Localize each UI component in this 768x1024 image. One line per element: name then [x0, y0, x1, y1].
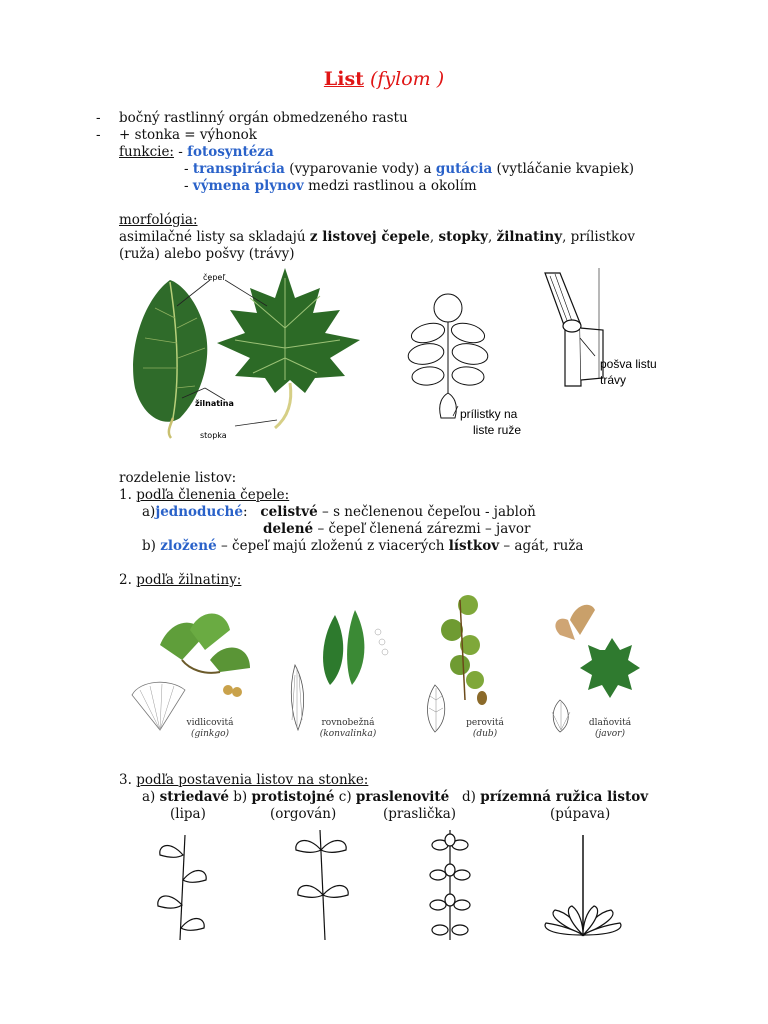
venation-caption-4	[570, 718, 650, 740]
morphology-label	[119, 212, 198, 229]
leaf-anatomy-figure	[125, 268, 657, 448]
morph-venation: žilnatiny	[496, 229, 563, 245]
arrangement-heading-text: podľa postavenia listov na stonke:	[136, 772, 369, 788]
rosette-drawing	[545, 835, 621, 935]
arrangement-types	[142, 789, 648, 806]
maple-illustration	[552, 605, 640, 732]
venation-caption-3	[445, 718, 525, 740]
morphology-line-2: (ruža) alebo pošvy (trávy)	[119, 246, 295, 262]
function-gas-exchange-desc: medzi rastlinou a okolím	[308, 178, 477, 194]
functions-line-1: funkcie: - fotosyntéza	[119, 144, 274, 160]
functions-line-3: - výmena plynov medzi rastlinou a okolím	[184, 178, 477, 194]
whorled-leaves-drawing	[430, 830, 470, 940]
function-gas-exchange: výmena plynov	[192, 178, 304, 194]
label-stipules-2: liste ruže	[473, 423, 522, 437]
division-1-text: podľa členenia čepele:	[136, 487, 290, 503]
division-1a-label: a)	[142, 504, 156, 520]
division-simple: jednoduché	[155, 504, 243, 520]
arrangement-whorled: praslenovité	[355, 789, 450, 805]
morph-blade: z listovej čepele	[309, 229, 430, 245]
arrangement-alternate: striedavé	[159, 789, 229, 805]
division-lobed: delené	[263, 521, 314, 537]
arrangement-opposite: protistojné	[251, 789, 335, 805]
arrangement-example-2: (orgován)	[270, 806, 337, 822]
label-blade: čepeľ	[203, 273, 226, 282]
function-guttation: gutácia	[435, 161, 493, 177]
morph-stipules: , prílistkov	[562, 229, 635, 245]
bullet-1-text: bočný rastlinný orgán obmedzeného rastu	[119, 110, 408, 126]
division-heading: rozdelenie listov:	[119, 470, 237, 486]
arrangement-example-1: (lipa)	[170, 806, 206, 822]
venation-num: 2.	[119, 572, 132, 588]
arrangement-rosette: prízemná ružica listov	[480, 789, 649, 805]
arrangement-example-4: (púpava)	[550, 806, 611, 822]
lily-of-the-valley-illustration	[291, 610, 388, 730]
label-sheath-2: trávy	[600, 373, 627, 387]
division-1b-label: b)	[142, 538, 156, 554]
function-guttation-desc: (vytláčanie kvapiek)	[496, 161, 634, 177]
arrangement-example-3: (praslička)	[383, 806, 457, 822]
bullet-2-text: + stonka = výhonok	[119, 127, 257, 143]
division-entire-desc: – s nečlenenou čepeľou - jabloň	[322, 504, 536, 520]
division-compound: zložené	[160, 538, 217, 554]
functions-line-2: - transpirácia (vyparovanie vody) a gutácia (vytláčanie kvapiek)	[184, 161, 634, 177]
division-compound-desc: – čepeľ majú zloženú z viacerých	[220, 538, 445, 554]
venation-caption-2	[308, 718, 388, 740]
division-lobed-desc: – čepeľ členená zárezmi – javor	[317, 521, 531, 537]
label-venation: žilnatina	[195, 399, 234, 408]
grass-sheath-illustration	[545, 268, 603, 386]
arrangement-heading	[119, 772, 368, 789]
alternate-leaves-drawing	[158, 835, 206, 940]
function-transpiration: transpirácia	[192, 161, 285, 177]
venation-name-4: dlaňovitá	[588, 718, 632, 728]
division-1	[119, 487, 289, 504]
maple-leaf-illustration	[217, 268, 360, 428]
oak-illustration	[428, 595, 488, 732]
opposite-leaves-drawing	[296, 830, 348, 940]
venation-name-1: vidlicovitá	[186, 718, 234, 728]
apple-leaf-illustration	[133, 280, 207, 438]
venation-heading	[119, 572, 241, 589]
venation-heading-text: podľa žilnatiny:	[136, 572, 242, 588]
label-stipules: prílistky na	[460, 407, 518, 421]
function-photosynthesis: fotosyntéza	[187, 144, 274, 160]
arrangement-c-letter: c)	[338, 789, 352, 805]
rose-leaf-illustration	[407, 294, 490, 418]
morph-petiole: stopky	[438, 229, 488, 245]
arrangement-figure	[150, 830, 630, 945]
morph-text-a: asimilačné listy sa skladajú	[119, 229, 306, 245]
venation-example-3: (dub)	[472, 729, 498, 739]
venation-example-1: (ginkgo)	[190, 729, 230, 739]
title-main: List	[323, 68, 364, 90]
division-1b	[142, 538, 583, 555]
arrangement-num: 3.	[119, 772, 132, 788]
division-entire: celistvé	[260, 504, 318, 520]
venation-name-3: perovitá	[466, 718, 504, 728]
venation-name-2: rovnobežná	[321, 718, 375, 728]
arrangement-b-letter: b)	[233, 789, 248, 805]
division-1a-2	[263, 521, 530, 538]
venation-caption-1	[170, 718, 250, 740]
venation-example-4: (javor)	[595, 729, 625, 739]
division-1a: a)jednoduché: celistvé – s nečlenenou čepeľou - jabloň	[142, 504, 536, 520]
bullet-2: -	[96, 127, 101, 143]
morphology-line-1: asimilačné listy sa skladajú z listovej čepele, stopky, žilnatiny, prílistkov	[119, 229, 635, 245]
arrangement-d-letter: d)	[462, 789, 476, 805]
page-title	[0, 68, 768, 90]
morphology-label-text: morfológia:	[119, 212, 198, 228]
division-1-num: 1.	[119, 487, 132, 503]
arrangement-a-letter: a)	[142, 789, 156, 805]
title-sub: (fylom )	[369, 68, 445, 90]
functions-label: funkcie:	[119, 144, 174, 160]
bullet-1: -	[96, 110, 101, 126]
division-leaflets: lístkov	[448, 538, 500, 554]
ginkgo-illustration	[132, 614, 250, 731]
division-compound-examples: – agát, ruža	[503, 538, 584, 554]
function-transpiration-desc: (vyparovanie vody) a	[289, 161, 432, 177]
venation-example-2: (konvalinka)	[319, 729, 377, 739]
label-sheath: pošva listu	[600, 357, 657, 371]
label-petiole: stopka	[200, 431, 227, 440]
